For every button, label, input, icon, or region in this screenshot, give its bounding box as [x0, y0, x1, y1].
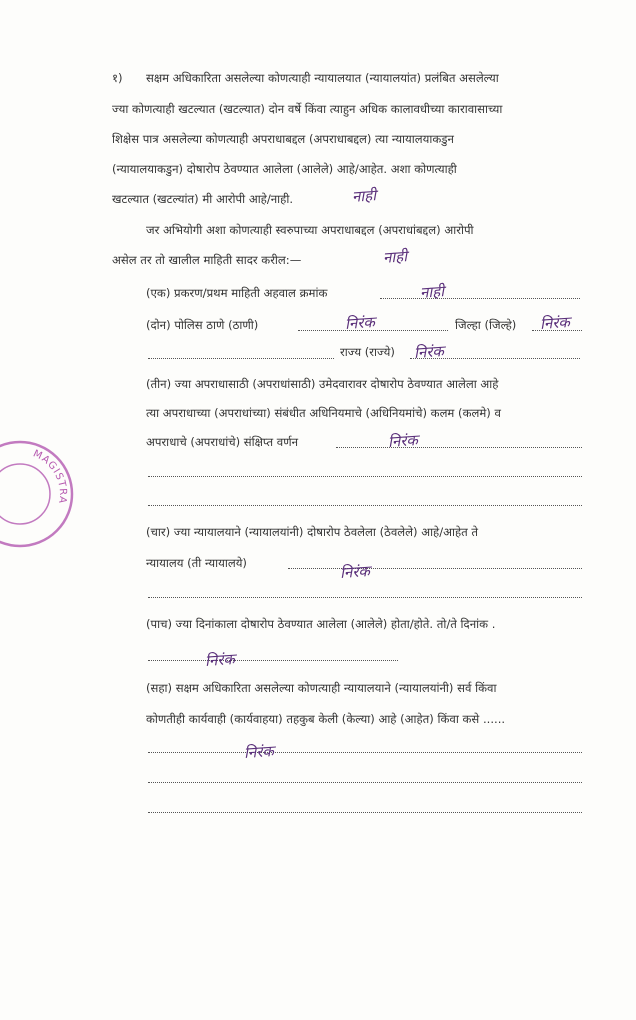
item-saha-dotted-line-3: [148, 812, 582, 813]
item-don-handwritten-answer: निरंक: [344, 312, 376, 334]
item-pach-label: (पाच) ज्या दिनांकाला दोषारोप ठेवण्यात आलेला (आलेले) होता/होते. तो/ते दिनांक .: [146, 617, 496, 631]
item-don-state-handwritten-answer: निरंक: [413, 341, 445, 363]
item-teen-line-1: (तीन) ज्या अपराधासाठी (अपराधांसाठी) उमेदवारावर दोषारोप ठेवण्यात आलेला आहे: [146, 377, 499, 391]
official-stamp: [0, 436, 78, 552]
item-pach-handwritten-answer: निरंक: [204, 649, 236, 671]
item-saha-line-1: (सहा) सक्षम अधिकारिता असलेल्या कोणत्याही न्यायालयाने (न्यायालयांनी) सर्व किंवा: [146, 681, 497, 695]
para2-handwritten-answer: नाही: [382, 247, 408, 267]
para2-line-2: असेल तर तो खालील माहिती सादर करील:—: [112, 253, 302, 267]
item-saha-handwritten-answer: निरंक: [243, 741, 275, 763]
section1-line-3: शिक्षेस पात्र असलेल्या कोणत्याही अपराधाबद्दल (अपराधाबद्दल) त्या न्यायालयाकडुन: [112, 132, 454, 146]
item-don-label: (दोन) पोलिस ठाणे (ठाणी): [146, 318, 259, 332]
item-don-state-dotted-line-1: [148, 358, 334, 359]
stamp-text: MAGISTRA: [31, 448, 69, 505]
section-number: १): [112, 71, 123, 85]
item-saha-dotted-line-1: [148, 752, 582, 753]
item-ek-label: (एक) प्रकरण/प्रथम माहिती अहवाल क्रमांक: [146, 286, 328, 300]
para2-line-1: जर अभियोगी अशा कोणत्याही स्वरुपाच्या अपराधाबद्दल (अपराधांबद्दल) आरोपी: [146, 223, 474, 237]
item-don-district-label: जिल्हा (जिल्हे): [455, 318, 517, 332]
item-pach-dotted-line: [148, 660, 398, 661]
item-char-line-2: न्यायालय (ती न्यायालये): [146, 556, 247, 570]
item-ek-dotted-line: [380, 298, 580, 299]
item-char-line-1: (चार) ज्या न्यायालयाने (न्यायालयांनी) दोषारोप ठेवलेला (ठेवलेले) आहे/आहेत ते: [146, 525, 479, 539]
item-char-dotted-line-2: [148, 597, 582, 598]
item-teen-dotted-line-1: [336, 447, 582, 448]
item-teen-line-3: अपराधाचे (अपराधांचे) संक्षिप्त वर्णन: [146, 435, 299, 449]
item-saha-dotted-line-2: [148, 782, 582, 783]
item-char-dotted-line-1: [288, 568, 582, 569]
item-teen-line-2: त्या अपराधाच्या (अपराधांच्या) संबंधीत अधिनियमाचे (अधिनियमांचे) कलम (कलमे) व: [146, 406, 501, 420]
section1-handwritten-answer: नाही: [351, 186, 377, 206]
item-teen-dotted-line-2: [148, 476, 582, 477]
section1-line-2: ज्या कोणत्याही खटल्यात (खटल्यात) दोन वर्षे किंवा त्याहुन अधिक कालावधीच्या कारावासाच्या: [112, 102, 503, 116]
item-char-handwritten-answer: निरंक: [339, 561, 371, 583]
section1-line-4: (न्यायालयाकडुन) दोषारोप ठेवण्यात आलेला (आलेले) आहे/आहेत. अशा कोणत्याही: [112, 162, 457, 176]
section1-line-1: सक्षम अधिकारिता असलेल्या कोणत्याही न्यायालयात (न्यायालयांत) प्रलंबित असलेल्या: [146, 71, 499, 85]
item-teen-dotted-line-3: [148, 505, 582, 506]
item-ek-handwritten-answer: नाही: [419, 282, 445, 302]
section1-line-5: खटल्यात (खटल्यांत) मी आरोपी आहे/नाही.: [112, 192, 294, 206]
item-saha-line-2: कोणतीही कार्यवाही (कार्यवाहया) तहकुब केली (केल्या) आहे (आहेत) किंवा कसे ......: [146, 712, 506, 726]
item-don-district-handwritten-answer: निरंक: [539, 312, 571, 334]
item-teen-handwritten-answer: निरंक: [387, 430, 419, 452]
item-don-state-label: राज्य (राज्ये): [340, 345, 395, 359]
